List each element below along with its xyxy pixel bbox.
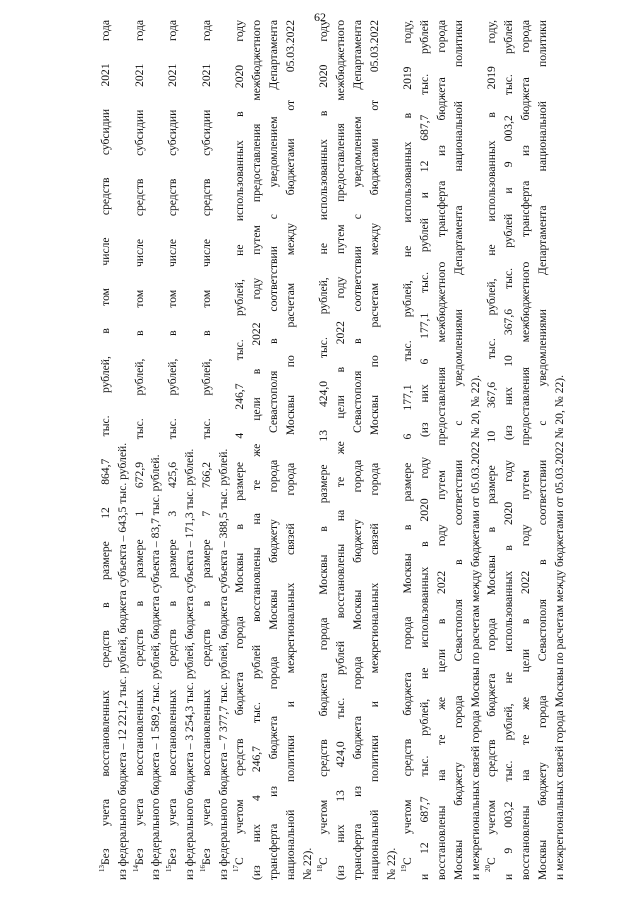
footnote-line: [285, 20, 297, 880]
footnote-line: [352, 20, 364, 880]
footnote-text: Москвы бюджету города Севастополя в соответствии с уведомлениями Департамента национальной политики: [535, 20, 549, 880]
footnote-text: (из них 4 246,7 тыс. рублей восстановлены на те же цели в 2022 году путем предоставления межбюджетного: [250, 20, 264, 880]
footnote-text: трансферта из бюджета города Москвы бюджету города Севастополя в соответствии с уведомлением Департамента: [267, 20, 280, 880]
footnote-text: Москвы бюджету города Севастополя в соответствии с уведомлениями Департамента национальной политики: [451, 20, 465, 880]
footnote-text: Без учета восстановленных средств в размере 3 425,6 тыс. рублей, в том числе средств субсидии 2021 года: [166, 20, 180, 865]
footnotes-text: [100, 20, 570, 880]
footnote-number: 20: [484, 865, 493, 872]
footnote-line: [268, 20, 280, 880]
footnote-line: [503, 20, 515, 880]
footnote-line: [218, 20, 230, 880]
footnote-text: из федерального бюджета – 1 589,2 тыс. рублей, бюджета субъекта – 83,7 тыс. рублей.: [149, 454, 163, 880]
footnote-text: Без учета восстановленных средств в размере 1 672,9 тыс. рублей, в том числе средств субсидии 2021 года: [132, 20, 146, 865]
footnote-text: С учетом средств бюджета города Москвы в размере 10 367,6 тыс. рублей, не использованных в 2019 году,: [485, 20, 499, 865]
footnote-line: [150, 20, 162, 880]
footnote-text: № 22).: [384, 847, 398, 880]
footnote-text: и 12 687,7 тыс. рублей, не использованных в 2020 году (из них 6 177,1 тыс. рублей и 12 687,7 тыс. рублей: [418, 20, 432, 880]
footnote-number: 14: [131, 865, 140, 872]
footnote-number: 17: [232, 865, 241, 872]
footnote-number: 19: [400, 865, 409, 872]
footnotes-rotated-block: [100, 20, 570, 880]
footnote-number: 15: [165, 865, 174, 872]
footnote-text: С учетом средств бюджета города Москвы в размере 4 246,7 тыс. рублей, не использованных в 2020 году: [233, 20, 247, 865]
footnote-line: [402, 20, 414, 872]
footnote-line: [251, 20, 263, 880]
footnote-number: 13: [98, 865, 107, 872]
footnote-text: С учетом средств бюджета города Москвы в размере 13 424,0 тыс. рублей, не использованных в 2020 году: [317, 20, 331, 865]
footnote-line: [520, 20, 532, 880]
footnote-number: 18: [316, 865, 325, 872]
footnote-line: [302, 20, 314, 880]
footnote-line: [234, 20, 246, 872]
footnote-number: 16: [198, 865, 207, 872]
footnote-text: (из них 13 424,0 тыс. рублей восстановлены на те же цели в 2022 году путем предоставления межбюджетного: [334, 20, 348, 880]
footnote-text: национальной политики и межрегиональных связей города Москвы по расчетам между бюджетами от 05.03.2022: [367, 20, 381, 880]
footnote-text: из федерального бюджета – 3 254,3 тыс. рублей, бюджета субъекта – 171,3 тыс. рублей.: [183, 448, 196, 880]
footnote-line: [100, 20, 112, 872]
footnote-text: из федерального бюджета – 7 377,7 тыс. рублей, бюджета субъекта – 388,5 тыс. рублей.: [216, 448, 230, 880]
page-number: 62: [314, 10, 326, 24]
footnote-text: и межрегиональных связей города Москвы по расчетам между бюджетами от 05.03.2022 № 20, № 22).: [468, 374, 482, 880]
footnote-line: [131, 20, 146, 872]
footnote-line: [436, 20, 448, 880]
footnote-text: Без учета восстановленных средств в размере 12 864,7 тыс. рублей, в том числе средств субсидии 2021 года: [99, 20, 112, 865]
footnote-text: восстановлены на те же цели в 2022 году путем предоставления межбюджетного трансферта из бюджета города: [435, 20, 448, 880]
footnote-text: трансферта из бюджета города Москвы бюджету города Севастополя в соответствии с уведомлением Департамента: [351, 20, 364, 880]
footnote-line: [453, 20, 465, 880]
footnote-line: [537, 20, 549, 880]
footnote-line: [184, 20, 196, 880]
footnote-text: восстановлены на те же цели в 2022 году путем предоставления межбюджетного трансферта из бюджета города: [519, 20, 532, 880]
footnote-text: С учетом средств бюджета города Москвы в размере 6 177,1 тыс. рублей, не использованных в 2019 году,: [401, 20, 415, 865]
footnote-line: [117, 20, 129, 880]
footnote-text: и межрегиональных связей города Москвы по расчетам между бюджетами от 05.03.2022 № 20, № 22).: [552, 374, 566, 880]
footnote-text: № 22).: [300, 847, 314, 880]
footnote-line: [419, 20, 431, 880]
footnote-line: [486, 20, 498, 872]
footnote-line: [318, 20, 330, 872]
footnote-text: национальной политики и межрегиональных связей города Москвы по расчетам между бюджетами от 05.03.2022: [283, 20, 297, 880]
footnote-text: из федерального бюджета – 12 221,2 тыс. рублей, бюджета субъекта – 643,5 тыс. рублей.: [115, 442, 129, 880]
footnote-line: [470, 20, 482, 880]
footnote-line: [554, 20, 566, 880]
footnote-line: [386, 20, 398, 880]
footnote-line: [369, 20, 381, 880]
footnote-text: Без учета восстановленных средств в размере 7 766,2 тыс. рублей, в том числе средств субсидии 2021 года: [199, 20, 213, 865]
footnote-text: и 9 003,2 тыс. рублей, не использованных в 2020 году (из них 10 367,6 тыс. рублей и 9 003,2 тыс. рублей: [502, 20, 516, 880]
footnote-line: [198, 20, 213, 872]
footnote-line: [335, 20, 347, 880]
footnote-line: [167, 20, 179, 872]
